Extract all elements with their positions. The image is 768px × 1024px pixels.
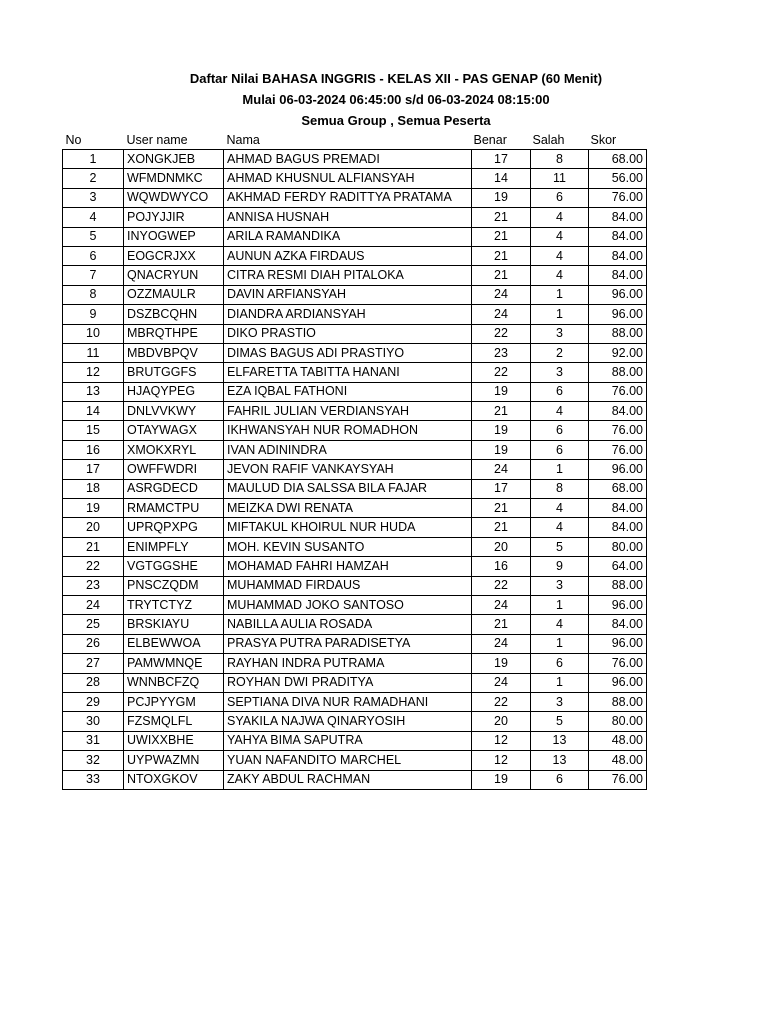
table-row — [63, 363, 647, 382]
cell-username: UYPWAZMN — [124, 751, 224, 770]
table-row — [63, 188, 647, 207]
cell-username: OWFFWDRI — [124, 460, 224, 479]
cell-nama: ELFARETTA TABITTA HANANI — [224, 363, 472, 382]
cell-nama: MIFTAKUL KHOIRUL NUR HUDA — [224, 518, 472, 537]
column-header-nama: Nama — [224, 130, 472, 150]
cell-no: 29 — [63, 692, 124, 711]
cell-username: WQWDWYCO — [124, 188, 224, 207]
cell-no: 19 — [63, 499, 124, 518]
cell-salah: 1 — [531, 595, 589, 614]
cell-nama: RAYHAN INDRA PUTRAMA — [224, 654, 472, 673]
cell-no: 8 — [63, 285, 124, 304]
cell-skor: 88.00 — [589, 692, 647, 711]
cell-benar: 21 — [472, 208, 531, 227]
cell-salah: 6 — [531, 382, 589, 401]
cell-username: DNLVVKWY — [124, 402, 224, 421]
cell-skor: 76.00 — [589, 421, 647, 440]
cell-skor: 80.00 — [589, 537, 647, 556]
cell-username: TRYTCTYZ — [124, 595, 224, 614]
table-row — [63, 692, 647, 711]
cell-salah: 3 — [531, 324, 589, 343]
cell-salah: 1 — [531, 673, 589, 692]
cell-nama: AHMAD KHUSNUL ALFIANSYAH — [224, 169, 472, 188]
cell-skor: 48.00 — [589, 751, 647, 770]
table-row — [63, 654, 647, 673]
table-row — [63, 751, 647, 770]
cell-benar: 24 — [472, 595, 531, 614]
cell-username: PCJPYYGM — [124, 692, 224, 711]
table-row — [63, 402, 647, 421]
table-row — [63, 208, 647, 227]
cell-nama: DAVIN ARFIANSYAH — [224, 285, 472, 304]
cell-salah: 4 — [531, 266, 589, 285]
cell-benar: 19 — [472, 382, 531, 401]
table-row — [63, 673, 647, 692]
cell-nama: EZA IQBAL FATHONI — [224, 382, 472, 401]
cell-nama: DIMAS BAGUS ADI PRASTIYO — [224, 343, 472, 362]
cell-nama: YUAN NAFANDITO MARCHEL — [224, 751, 472, 770]
cell-no: 31 — [63, 731, 124, 750]
cell-nama: SYAKILA NAJWA QINARYOSIH — [224, 712, 472, 731]
cell-benar: 24 — [472, 673, 531, 692]
table-row — [63, 770, 647, 789]
cell-skor: 76.00 — [589, 382, 647, 401]
cell-benar: 23 — [472, 343, 531, 362]
cell-salah: 5 — [531, 712, 589, 731]
cell-nama: ROYHAN DWI PRADITYA — [224, 673, 472, 692]
cell-username: HJAQYPEG — [124, 382, 224, 401]
cell-salah: 3 — [531, 576, 589, 595]
cell-username: DSZBCQHN — [124, 305, 224, 324]
cell-salah: 8 — [531, 479, 589, 498]
table-row — [63, 227, 647, 246]
cell-benar: 21 — [472, 227, 531, 246]
cell-nama: MUHAMMAD JOKO SANTOSO — [224, 595, 472, 614]
participant-scope: Semua Group , Semua Peserta — [301, 113, 491, 128]
cell-nama: MUHAMMAD FIRDAUS — [224, 576, 472, 595]
cell-skor: 84.00 — [589, 246, 647, 265]
cell-benar: 12 — [472, 751, 531, 770]
cell-salah: 1 — [531, 460, 589, 479]
table-row — [63, 634, 647, 653]
cell-username: XMOKXRYL — [124, 440, 224, 459]
cell-nama: ARILA RAMANDIKA — [224, 227, 472, 246]
cell-no: 10 — [63, 324, 124, 343]
cell-username: QNACRYUN — [124, 266, 224, 285]
cell-skor: 84.00 — [589, 266, 647, 285]
table-row — [63, 266, 647, 285]
table-row — [63, 343, 647, 362]
cell-username: OZZMAULR — [124, 285, 224, 304]
cell-no: 21 — [63, 537, 124, 556]
cell-username: MBDVBPQV — [124, 343, 224, 362]
cell-benar: 19 — [472, 654, 531, 673]
table-row — [63, 169, 647, 188]
cell-salah: 11 — [531, 169, 589, 188]
cell-no: 18 — [63, 479, 124, 498]
cell-no: 9 — [63, 305, 124, 324]
cell-skor: 88.00 — [589, 324, 647, 343]
cell-benar: 24 — [472, 285, 531, 304]
cell-skor: 96.00 — [589, 460, 647, 479]
cell-no: 17 — [63, 460, 124, 479]
table-row — [63, 324, 647, 343]
cell-skor: 76.00 — [589, 188, 647, 207]
cell-benar: 14 — [472, 169, 531, 188]
cell-username: PAMWMNQE — [124, 654, 224, 673]
table-row — [63, 712, 647, 731]
table-row — [63, 731, 647, 750]
cell-skor: 84.00 — [589, 402, 647, 421]
cell-benar: 21 — [472, 402, 531, 421]
cell-salah: 8 — [531, 150, 589, 169]
table-header-row — [63, 130, 647, 150]
cell-no: 33 — [63, 770, 124, 789]
cell-skor: 76.00 — [589, 654, 647, 673]
cell-nama: MAULUD DIA SALSSA BILA FAJAR — [224, 479, 472, 498]
cell-skor: 84.00 — [589, 208, 647, 227]
cell-username: POJYJJIR — [124, 208, 224, 227]
cell-skor: 96.00 — [589, 595, 647, 614]
cell-no: 12 — [63, 363, 124, 382]
table-row — [63, 285, 647, 304]
cell-salah: 4 — [531, 499, 589, 518]
cell-benar: 21 — [472, 518, 531, 537]
cell-benar: 19 — [472, 440, 531, 459]
cell-skor: 48.00 — [589, 731, 647, 750]
cell-username: UPRQPXPG — [124, 518, 224, 537]
cell-salah: 9 — [531, 557, 589, 576]
cell-skor: 84.00 — [589, 227, 647, 246]
table-row — [63, 421, 647, 440]
cell-salah: 6 — [531, 440, 589, 459]
cell-skor: 68.00 — [589, 150, 647, 169]
cell-no: 32 — [63, 751, 124, 770]
cell-salah: 6 — [531, 188, 589, 207]
table-row — [63, 518, 647, 537]
table-row — [63, 499, 647, 518]
cell-benar: 19 — [472, 188, 531, 207]
cell-no: 1 — [63, 150, 124, 169]
cell-salah: 3 — [531, 363, 589, 382]
cell-nama: FAHRIL JULIAN VERDIANSYAH — [224, 402, 472, 421]
cell-benar: 17 — [472, 150, 531, 169]
cell-benar: 24 — [472, 460, 531, 479]
cell-salah: 1 — [531, 305, 589, 324]
cell-skor: 96.00 — [589, 305, 647, 324]
table-row — [63, 479, 647, 498]
column-header-salah: Salah — [531, 130, 589, 150]
cell-nama: DIKO PRASTIO — [224, 324, 472, 343]
cell-no: 28 — [63, 673, 124, 692]
cell-salah: 1 — [531, 634, 589, 653]
cell-benar: 22 — [472, 363, 531, 382]
column-header-benar: Benar — [472, 130, 531, 150]
cell-benar: 17 — [472, 479, 531, 498]
cell-skor: 80.00 — [589, 712, 647, 731]
cell-salah: 4 — [531, 518, 589, 537]
cell-nama: MEIZKA DWI RENATA — [224, 499, 472, 518]
cell-salah: 6 — [531, 654, 589, 673]
cell-no: 30 — [63, 712, 124, 731]
cell-benar: 16 — [472, 557, 531, 576]
cell-no: 23 — [63, 576, 124, 595]
cell-username: INYOGWEP — [124, 227, 224, 246]
cell-skor: 56.00 — [589, 169, 647, 188]
cell-benar: 21 — [472, 246, 531, 265]
cell-username: ENIMPFLY — [124, 537, 224, 556]
cell-username: MBRQTHPE — [124, 324, 224, 343]
cell-no: 13 — [63, 382, 124, 401]
cell-benar: 21 — [472, 615, 531, 634]
cell-skor: 64.00 — [589, 557, 647, 576]
table-row — [63, 440, 647, 459]
cell-benar: 19 — [472, 421, 531, 440]
cell-skor: 92.00 — [589, 343, 647, 362]
cell-skor: 76.00 — [589, 770, 647, 789]
cell-skor: 96.00 — [589, 285, 647, 304]
cell-username: UWIXXBHE — [124, 731, 224, 750]
cell-benar: 22 — [472, 692, 531, 711]
cell-skor: 88.00 — [589, 576, 647, 595]
column-header-no: No — [63, 130, 124, 150]
cell-no: 26 — [63, 634, 124, 653]
cell-nama: ZAKY ABDUL RACHMAN — [224, 770, 472, 789]
cell-benar: 19 — [472, 770, 531, 789]
cell-username: VGTGGSHE — [124, 557, 224, 576]
cell-username: ASRGDECD — [124, 479, 224, 498]
score-table — [62, 130, 647, 790]
table-row — [63, 595, 647, 614]
cell-skor: 84.00 — [589, 518, 647, 537]
cell-benar: 22 — [472, 576, 531, 595]
cell-no: 22 — [63, 557, 124, 576]
cell-no: 11 — [63, 343, 124, 362]
cell-username: NTOXGKOV — [124, 770, 224, 789]
cell-username: WFMDNMKC — [124, 169, 224, 188]
cell-username: XONGKJEB — [124, 150, 224, 169]
cell-salah: 4 — [531, 227, 589, 246]
cell-username: BRUTGGFS — [124, 363, 224, 382]
cell-salah: 4 — [531, 246, 589, 265]
cell-no: 7 — [63, 266, 124, 285]
cell-no: 4 — [63, 208, 124, 227]
column-header-username: User name — [124, 130, 224, 150]
cell-no: 27 — [63, 654, 124, 673]
cell-no: 16 — [63, 440, 124, 459]
cell-skor: 88.00 — [589, 363, 647, 382]
cell-salah: 4 — [531, 402, 589, 421]
cell-benar: 20 — [472, 712, 531, 731]
cell-username: RMAMCTPU — [124, 499, 224, 518]
table-row — [63, 615, 647, 634]
table-row — [63, 150, 647, 169]
cell-nama: AUNUN AZKA FIRDAUS — [224, 246, 472, 265]
table-row — [63, 460, 647, 479]
cell-username: FZSMQLFL — [124, 712, 224, 731]
table-row — [63, 382, 647, 401]
cell-username: BRSKIAYU — [124, 615, 224, 634]
cell-nama: ANNISA HUSNAH — [224, 208, 472, 227]
cell-nama: AKHMAD FERDY RADITTYA PRATAMA — [224, 188, 472, 207]
cell-salah: 1 — [531, 285, 589, 304]
cell-salah: 13 — [531, 751, 589, 770]
cell-nama: CITRA RESMI DIAH PITALOKA — [224, 266, 472, 285]
cell-username: EOGCRJXX — [124, 246, 224, 265]
cell-skor: 96.00 — [589, 673, 647, 692]
cell-nama: DIANDRA ARDIANSYAH — [224, 305, 472, 324]
cell-salah: 3 — [531, 692, 589, 711]
table-row — [63, 246, 647, 265]
cell-salah: 13 — [531, 731, 589, 750]
cell-benar: 24 — [472, 305, 531, 324]
cell-no: 5 — [63, 227, 124, 246]
cell-nama: PRASYA PUTRA PARADISETYA — [224, 634, 472, 653]
cell-no: 3 — [63, 188, 124, 207]
cell-nama: SEPTIANA DIVA NUR RAMADHANI — [224, 692, 472, 711]
table-row — [63, 576, 647, 595]
cell-no: 24 — [63, 595, 124, 614]
table-row — [63, 557, 647, 576]
cell-nama: MOHAMAD FAHRI HAMZAH — [224, 557, 472, 576]
cell-benar: 21 — [472, 266, 531, 285]
cell-salah: 2 — [531, 343, 589, 362]
cell-nama: NABILLA AULIA ROSADA — [224, 615, 472, 634]
cell-username: ELBEWWOA — [124, 634, 224, 653]
cell-nama: JEVON RAFIF VANKAYSYAH — [224, 460, 472, 479]
cell-no: 2 — [63, 169, 124, 188]
cell-benar: 21 — [472, 499, 531, 518]
cell-benar: 20 — [472, 537, 531, 556]
cell-no: 14 — [63, 402, 124, 421]
cell-salah: 4 — [531, 615, 589, 634]
cell-username: OTAYWAGX — [124, 421, 224, 440]
cell-no: 20 — [63, 518, 124, 537]
cell-no: 6 — [63, 246, 124, 265]
cell-no: 25 — [63, 615, 124, 634]
cell-skor: 96.00 — [589, 634, 647, 653]
cell-nama: YAHYA BIMA SAPUTRA — [224, 731, 472, 750]
cell-skor: 84.00 — [589, 499, 647, 518]
cell-skor: 84.00 — [589, 615, 647, 634]
column-header-skor: Skor — [589, 130, 647, 150]
document-header — [0, 68, 768, 131]
cell-salah: 6 — [531, 421, 589, 440]
table-row — [63, 537, 647, 556]
cell-username: PNSCZQDM — [124, 576, 224, 595]
cell-nama: IVAN ADININDRA — [224, 440, 472, 459]
cell-benar: 22 — [472, 324, 531, 343]
cell-nama: IKHWANSYAH NUR ROMADHON — [224, 421, 472, 440]
exam-period: Mulai 06-03-2024 06:45:00 s/d 06-03-2024 08:15:00 — [242, 92, 550, 107]
cell-salah: 4 — [531, 208, 589, 227]
cell-benar: 24 — [472, 634, 531, 653]
cell-skor: 76.00 — [589, 440, 647, 459]
document-title: Daftar Nilai BAHASA INGGRIS - KELAS XII - PAS GENAP (60 Menit) — [189, 71, 603, 86]
cell-salah: 5 — [531, 537, 589, 556]
cell-username: WNNBCFZQ — [124, 673, 224, 692]
table-row — [63, 305, 647, 324]
cell-benar: 12 — [472, 731, 531, 750]
cell-nama: MOH. KEVIN SUSANTO — [224, 537, 472, 556]
cell-nama: AHMAD BAGUS PREMADI — [224, 150, 472, 169]
cell-salah: 6 — [531, 770, 589, 789]
cell-skor: 68.00 — [589, 479, 647, 498]
cell-no: 15 — [63, 421, 124, 440]
